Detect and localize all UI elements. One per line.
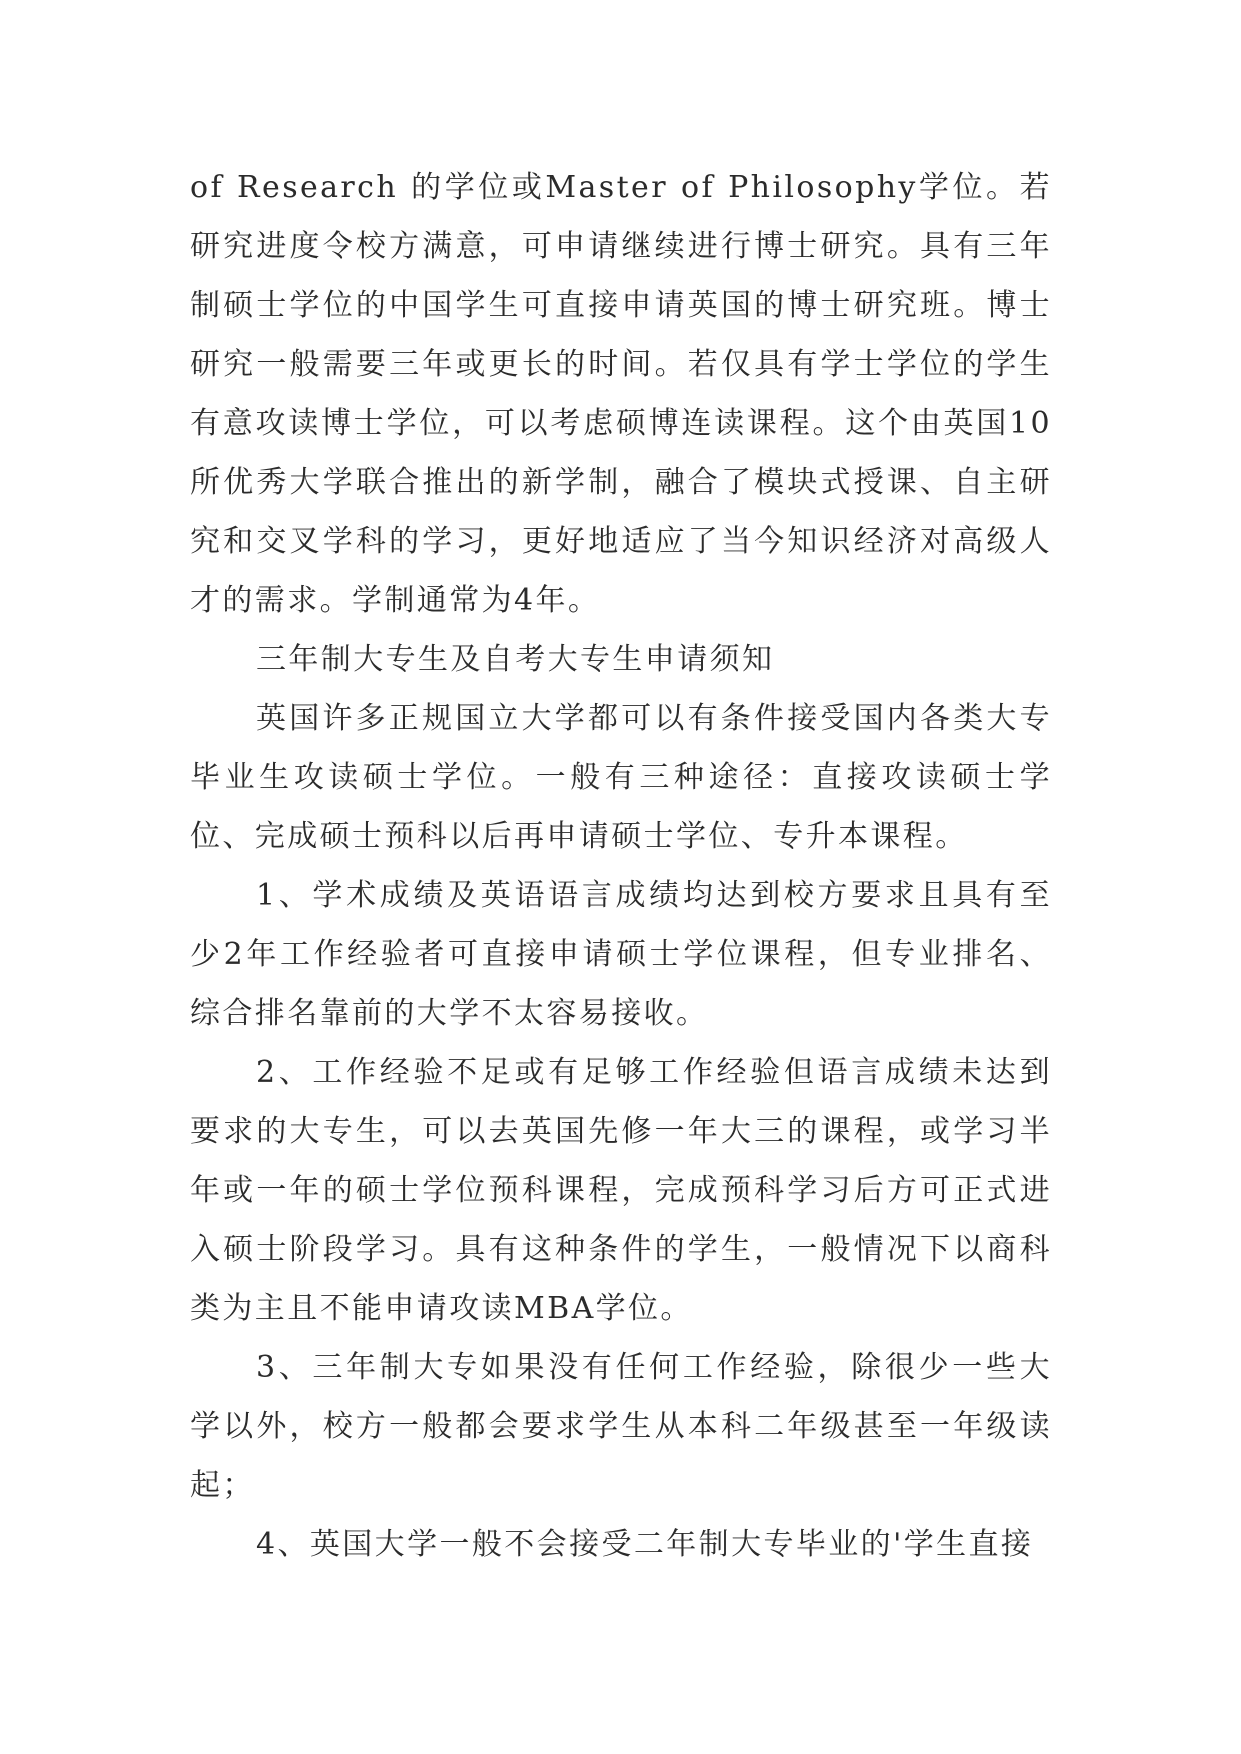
paragraph-continuation: of Research 的学位或Master of Philosophy学位。若研究进度令校方满意，可申请继续进行博士研究。具有三年制硕士学位的中国学生可直接申请英国的博士研究班。博士研究一般需要三年或更长的时间。若仅具有学士学位的学生有意攻读博士学位，可以考虑硕博连读课程。这个由英国10所优秀大学联合推出的新学制，融合了模块式授课、自主研究和交叉学科的学习，更好地适应了当今知识经济对高级人才的需求。学制通常为4年。 (190, 170, 1052, 618)
paragraph-item-2: 2、工作经验不足或有足够工作经验但语言成绩未达到要求的大专生，可以去英国先修一年大三的课程，或学习半年或一年的硕士学位预科课程，完成预科学习后方可正式进入硕士阶段学习。具有这种条件的学生，一般情况下以商科类为主且不能申请攻读MBA学位。 (190, 1055, 1052, 1326)
paragraph-item-3: 3、三年制大专如果没有任何工作经验，除很少一些大学以外，校方一般都会要求学生从本科二年级甚至一年级读起； (190, 1350, 1052, 1503)
document-page (190, 158, 1052, 1574)
section-heading: 三年制大专生及自考大专生申请须知 (256, 642, 775, 677)
paragraph-intro: 英国许多正规国立大学都可以有条件接受国内各类大专毕业生攻读硕士学位。一般有三种途径：直接攻读硕士学位、完成硕士预科以后再申请硕士学位、专升本课程。 (190, 701, 1052, 854)
paragraph-item-4: 4、英国大学一般不会接受二年制大专毕业的'学生直接 (256, 1527, 1034, 1562)
paragraph-item-1: 1、学术成绩及英语语言成绩均达到校方要求且具有至少2年工作经验者可直接申请硕士学位课程，但专业排名、综合排名靠前的大学不太容易接收。 (190, 878, 1052, 1031)
